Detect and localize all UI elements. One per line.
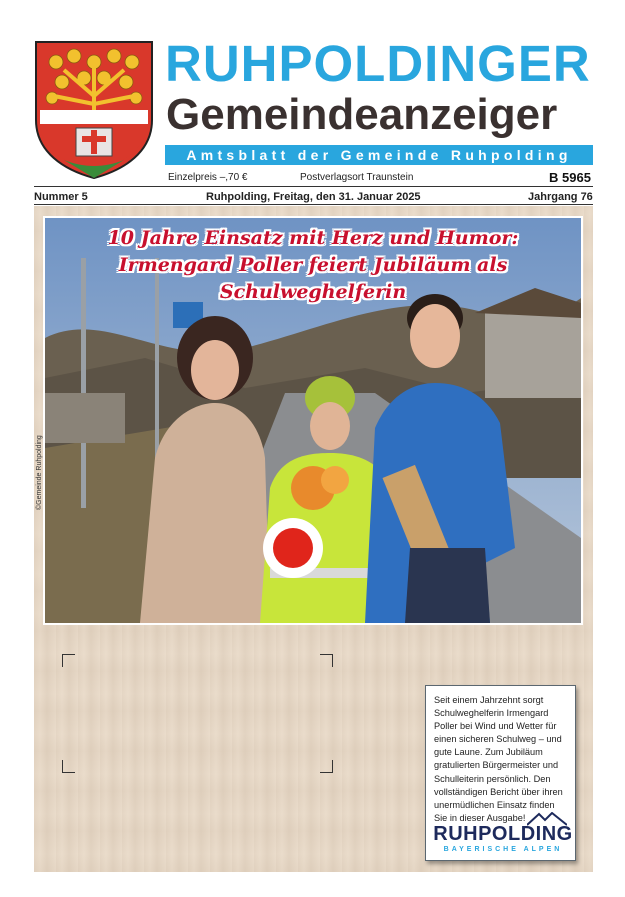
cover-headline-line2: Irmengard Poller feiert Jubiläum als Schulweghelferin [118,254,508,303]
photo-credit [36,500,43,510]
issue-date: Ruhpolding, Freitag, den 31. Januar 2025 [206,191,421,203]
issue-number: Nummer 5 [34,191,88,203]
postal-code-badge: B 5965 [549,170,591,185]
crop-mark [62,654,75,667]
crop-mark [62,760,75,773]
ruhpolding-logo-sub: BAYERISCHE ALPEN [443,846,563,853]
ruhpolding-logo-word: RUHPOLDING [433,823,573,845]
divider-top [34,186,593,187]
crop-mark [320,760,333,773]
issue-volume: Jahrgang 76 [528,191,593,203]
divider-bottom [34,204,593,205]
masthead-title-line2: Gemeindeanzeiger [166,90,558,139]
crop-mark [320,654,333,667]
single-price: Einzelpreis –,70 € [168,172,248,183]
postal-place: Postverlagsort Traunstein [300,172,414,183]
teaser-text: Seit einem Jahrzehnt sorgt Schulweghelferin Irmengard Poller bei Wind und Wetter für einen sicheren Schulweg – und gute Laune. Zum Jubiläum gratulierten Bürgermeister und Schulleiterin persönlich. Den vollständigen Bericht über ihren unermüdlichen Einsatz finden Sie in dieser Ausgabe! [434,695,563,823]
masthead-title-line1: RUHPOLDINGER [165,35,591,92]
masthead-subtitle: Amtsblatt der Gemeinde Ruhpolding [165,145,593,165]
cover-headline [43,225,583,306]
coat-of-arms-logo [34,40,154,180]
cover-headline-line1: 10 Jahre Einsatz mit Herz und Humor: [107,227,519,249]
